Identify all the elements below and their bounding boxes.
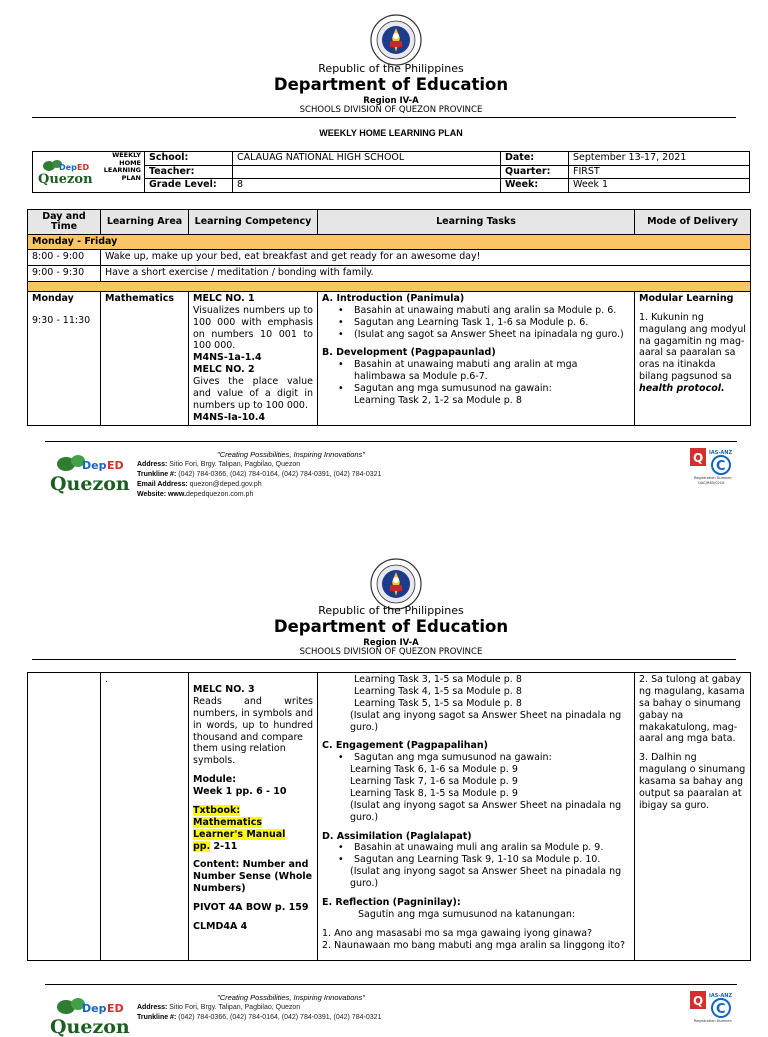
- list-item: Learning Task 8, 1-5 sa Module p. 9: [350, 787, 518, 799]
- svg-text:Quezon: Quezon: [50, 1016, 130, 1037]
- svg-text:Dep: Dep: [82, 459, 107, 472]
- melc2-title: MELC NO. 2: [193, 364, 255, 376]
- learning-plan-table: [27, 209, 751, 426]
- content-label: Content: Number and Number Sense (Whole Numbers): [193, 859, 313, 895]
- delivery-step-3: 3. Dalhin ng magulang o sinumang kasama sa bahay ang output sa paaralan at ibigay sa guro.: [639, 752, 746, 811]
- whlp-label: WEEKLY HOME LEARNING PLAN: [103, 151, 141, 182]
- svg-text:Dep: Dep: [82, 1002, 107, 1015]
- tasks-cell: [318, 291, 635, 425]
- competency-cell: [189, 291, 318, 425]
- section-c-list: [338, 752, 630, 764]
- section-b-list: [338, 359, 630, 395]
- col-competency: Learning Competency: [189, 210, 318, 235]
- section-b-title: B. Development (Pagpapaunlad): [322, 347, 496, 359]
- delivery-title: Modular Learning: [639, 292, 734, 304]
- competency-cell: [189, 673, 318, 961]
- day-time-cell: [28, 673, 101, 961]
- school-value: CALAUAG NATIONAL HIGH SCHOOL: [233, 152, 501, 166]
- svg-text:IAS-ANZ: IAS-ANZ: [709, 450, 733, 456]
- section-b-cont: Learning Task 2, 1-2 sa Module p. 8: [354, 394, 522, 406]
- school-label: School:: [145, 152, 233, 166]
- header-divider: [32, 659, 736, 660]
- reflection-intro: Sagutin ang mga sumusunod na katanungan:: [358, 908, 576, 920]
- page-2: [0, 540, 768, 1037]
- region-text: Region IV-A: [363, 96, 419, 106]
- melc3-title: MELC NO. 3: [193, 684, 255, 695]
- deped-seal-icon: [370, 14, 422, 66]
- deped-quezon-footer-logo-icon: [48, 995, 132, 1037]
- list-item: • Sagutan ang mga sumusunod na gawain:: [338, 752, 630, 764]
- header-divider: [32, 117, 736, 118]
- list-item: Learning Task 4, 1-5 sa Module p. 8: [354, 685, 522, 697]
- grade-value: 8: [233, 179, 501, 193]
- delivery-cell: [635, 291, 751, 425]
- section-a-list: [338, 305, 630, 341]
- col-tasks: Learning Tasks: [318, 210, 635, 235]
- isulat-note: (Isulat ang inyong sagot sa Answer Sheet na pinadala ng guro.): [350, 799, 622, 823]
- section-d-title: D. Assimilation (Paglalapat): [322, 830, 472, 842]
- footer-tagline: "Creating Possibilities, Inspiring Innovations": [217, 993, 365, 1002]
- week-range-row: Monday - Friday: [28, 235, 751, 250]
- section-c-title: C. Engagement (Pagpapalihan): [322, 740, 489, 752]
- section-e-title: E. Reflection (Pagninilay):: [322, 896, 461, 908]
- deped-quezon-logo-icon: [37, 158, 95, 186]
- delivery-cell: [635, 673, 751, 961]
- isulat-note: (Isulat ang inyong sagot sa Answer Sheet na pinadala ng guro.): [350, 866, 622, 889]
- reflection-question-2: 2. Naunawaan mo bang mabuti ang mga aralin sa linggong ito?: [322, 939, 625, 951]
- svg-text:Registration Number:: Registration Number:: [694, 476, 733, 480]
- svg-text:C: C: [716, 1002, 726, 1017]
- time-label: 9:30 - 11:30: [32, 314, 91, 326]
- list-item: • Basahin at unawaing mabuti ang aralin at mga halimbawa sa Module p.6-7.: [338, 359, 630, 383]
- footer-website[interactable]: depedquezon.com.ph: [186, 491, 254, 499]
- division-line: [0, 105, 768, 116]
- footer-trunkline: (042) 784-0366, (042) 784-0164, (042) 784-0391, (042) 784-0321: [176, 471, 382, 479]
- schedule-time: 9:00 - 9:30: [28, 265, 101, 281]
- iso-certification-icon: [689, 989, 735, 1033]
- plan-title: WEEKLY HOME LEARNING PLAN: [319, 128, 463, 138]
- schedule-time: 8:00 - 9:00: [28, 249, 101, 265]
- section-d-list: [338, 842, 630, 866]
- col-day-time: Day and Time: [28, 210, 101, 235]
- svg-text:Quezon: Quezon: [50, 473, 130, 494]
- melc2-text: Gives the place value and value of a digit in numbers up to 100 000.: [193, 376, 313, 411]
- health-protocol: health protocol.: [639, 383, 725, 394]
- schedule-activity: Wake up, make up your bed, eat breakfast and get ready for an awesome day!: [101, 249, 751, 265]
- logo-dep: Dep: [59, 163, 77, 172]
- list-item: Learning Task 5, 1-5 sa Module p. 8: [354, 697, 522, 709]
- col-delivery: Mode of Delivery: [635, 210, 751, 235]
- day-time-cell: [28, 291, 101, 425]
- footer-email[interactable]: quezon@deped.gov.ph: [187, 481, 262, 489]
- footer-divider: [45, 984, 737, 985]
- quarter-label: Quarter:: [501, 165, 569, 179]
- deped-quezon-footer-logo-icon: [48, 452, 132, 494]
- svg-text:ED: ED: [107, 1002, 124, 1015]
- list-item: • Basahin at unawaing mabuti ang aralin sa Module p. 6.: [338, 305, 630, 317]
- list-item: • (Isulat ang sagot sa Answer Sheet na ipinadala ng guro.): [338, 329, 630, 341]
- quarter-value: FIRST: [569, 165, 750, 179]
- module-label: Module:: [193, 774, 237, 786]
- module-value: Week 1 pp. 6 - 10: [193, 786, 287, 797]
- pivot-ref: PIVOT 4A BOW p. 159: [193, 902, 309, 913]
- isulat-note: (Isulat ang inyong sagot sa Answer Sheet na pinadala ng guro.): [350, 709, 622, 733]
- department-title: Department of Education: [273, 75, 509, 94]
- learning-area-cell: Mathematics: [101, 291, 189, 425]
- iso-certification-icon: [689, 446, 735, 490]
- delivery-step-2: 2. Sa tulong at gabay ng magulang, kasama sa bahay o sinumang gabay na makakatulong, mag-aaral ang mga bata.: [639, 674, 745, 745]
- republic-text: Republic of the Philippines: [318, 62, 464, 75]
- teacher-label: Teacher:: [145, 165, 233, 179]
- svg-text:ED: ED: [107, 459, 124, 472]
- footer-divider: [45, 441, 737, 442]
- list-item: • Basahin at unawaing muli ang aralin sa Module p. 9.: [338, 842, 630, 854]
- tasks-cell: [318, 673, 635, 961]
- footer-contact: Address: Sitio Fori, Brgy. Talipan, Pagbilao, Quezon Trunkline #: (042) 784-0366, (042) 784-0164, (042) 784-0391, (042) 784-0321 Email Address: quezon@deped.gov.ph Website: www.depedquezon.com.ph: [137, 461, 382, 499]
- week-label: Week:: [501, 179, 569, 193]
- list-item: • Sagutan ang Learning Task 9, 1-10 sa Module p. 10.: [338, 854, 630, 866]
- list-item: Learning Task 7, 1-6 sa Module p. 9: [350, 776, 518, 787]
- col-learning-area: Learning Area: [101, 210, 189, 235]
- svg-text:Registration Number:: Registration Number:: [694, 1019, 733, 1023]
- footer-contact: Address: Sitio Fori, Brgy. Talipan, Pagbilao, Quezon Trunkline #: (042) 784-0366, (042) 784-0164, (042) 784-0391, (042) 784-0321: [137, 1004, 382, 1022]
- svg-text:Q: Q: [693, 994, 704, 1008]
- division-text: SCHOOLS DIVISION OF QUEZON PROVINCE: [299, 105, 483, 115]
- day-label: Monday: [32, 292, 74, 304]
- footer-address: Sitio Fori, Brgy. Talipan, Pagbilao, Quezon: [167, 461, 301, 468]
- republic-line: [0, 62, 768, 76]
- week-value: Week 1: [569, 179, 750, 193]
- date-value: September 13-17, 2021: [569, 152, 750, 166]
- department-line: Department of Education: [273, 617, 509, 636]
- svg-text:QAC/R65/0216: QAC/R65/0216: [698, 481, 725, 485]
- melc3-text-cont: them using relation symbols.: [193, 743, 286, 767]
- learning-area-cell: .: [101, 673, 189, 961]
- section-a-title: A. Introduction (Panimula): [322, 292, 465, 304]
- grade-label: Grade Level:: [145, 179, 233, 193]
- learning-plan-table-continued: [27, 672, 751, 961]
- logo-ed: ED: [77, 163, 90, 172]
- reflection-question-1: 1. Ano ang masasabi mo sa mga gawaing iyong ginawa?: [322, 927, 593, 939]
- date-label: Date:: [501, 152, 569, 166]
- melc2-code: M4NS-Ia-10.4: [193, 411, 266, 423]
- delivery-step-1: 1. Kukunin ng magulang ang modyul na gagamitin ng mag-aaral sa paaralan sa oras na itinakda bilang pagsunod sa health protocol.: [639, 311, 746, 394]
- schedule-activity: Have a short exercise / meditation / bonding with family.: [101, 265, 751, 281]
- clmd-ref: CLMD4A 4: [193, 920, 248, 932]
- republic-line: Republic of the Philippines: [318, 604, 464, 617]
- region-line: Region IV-A: [363, 638, 419, 648]
- list-item: Learning Task 6, 1-6 sa Module p. 9: [350, 764, 518, 776]
- list-item: Learning Task 3, 1-5 sa Module p. 8: [354, 674, 522, 685]
- svg-text:C: C: [716, 459, 726, 474]
- melc3-text: Reads and writes numbers, in symbols and in words, up to hundred thousand and compare: [193, 695, 313, 743]
- melc1-code: M4NS-1a-1.4: [193, 352, 262, 364]
- deped-seal-icon: [370, 558, 422, 610]
- list-item: • Sagutan ang mga sumusunod na gawain:: [338, 383, 630, 395]
- spacer-row: [28, 281, 751, 291]
- logo-quezon: Quezon: [38, 172, 93, 186]
- footer-tagline: "Creating Possibilities, Inspiring Innovations": [217, 450, 365, 459]
- division-line: SCHOOLS DIVISION OF QUEZON PROVINCE: [299, 647, 483, 657]
- textbook-ref: Txtbook: Mathematics Learner's Manual pp. 2-11: [193, 804, 286, 852]
- info-table: [32, 151, 750, 193]
- teacher-value: [233, 165, 501, 179]
- svg-text:Q: Q: [693, 451, 704, 465]
- melc1-title: MELC NO. 1: [193, 292, 255, 304]
- svg-text:IAS-ANZ: IAS-ANZ: [709, 993, 733, 999]
- logo-cell: [33, 152, 145, 193]
- department-line: [0, 75, 768, 95]
- melc1-text: Visualizes numbers up to 100 000 with emphasis on numbers 10 001 to 100 000.: [193, 304, 313, 352]
- list-item: • Sagutan ang Learning Task 1, 1-6 sa Module p. 6.: [338, 317, 630, 329]
